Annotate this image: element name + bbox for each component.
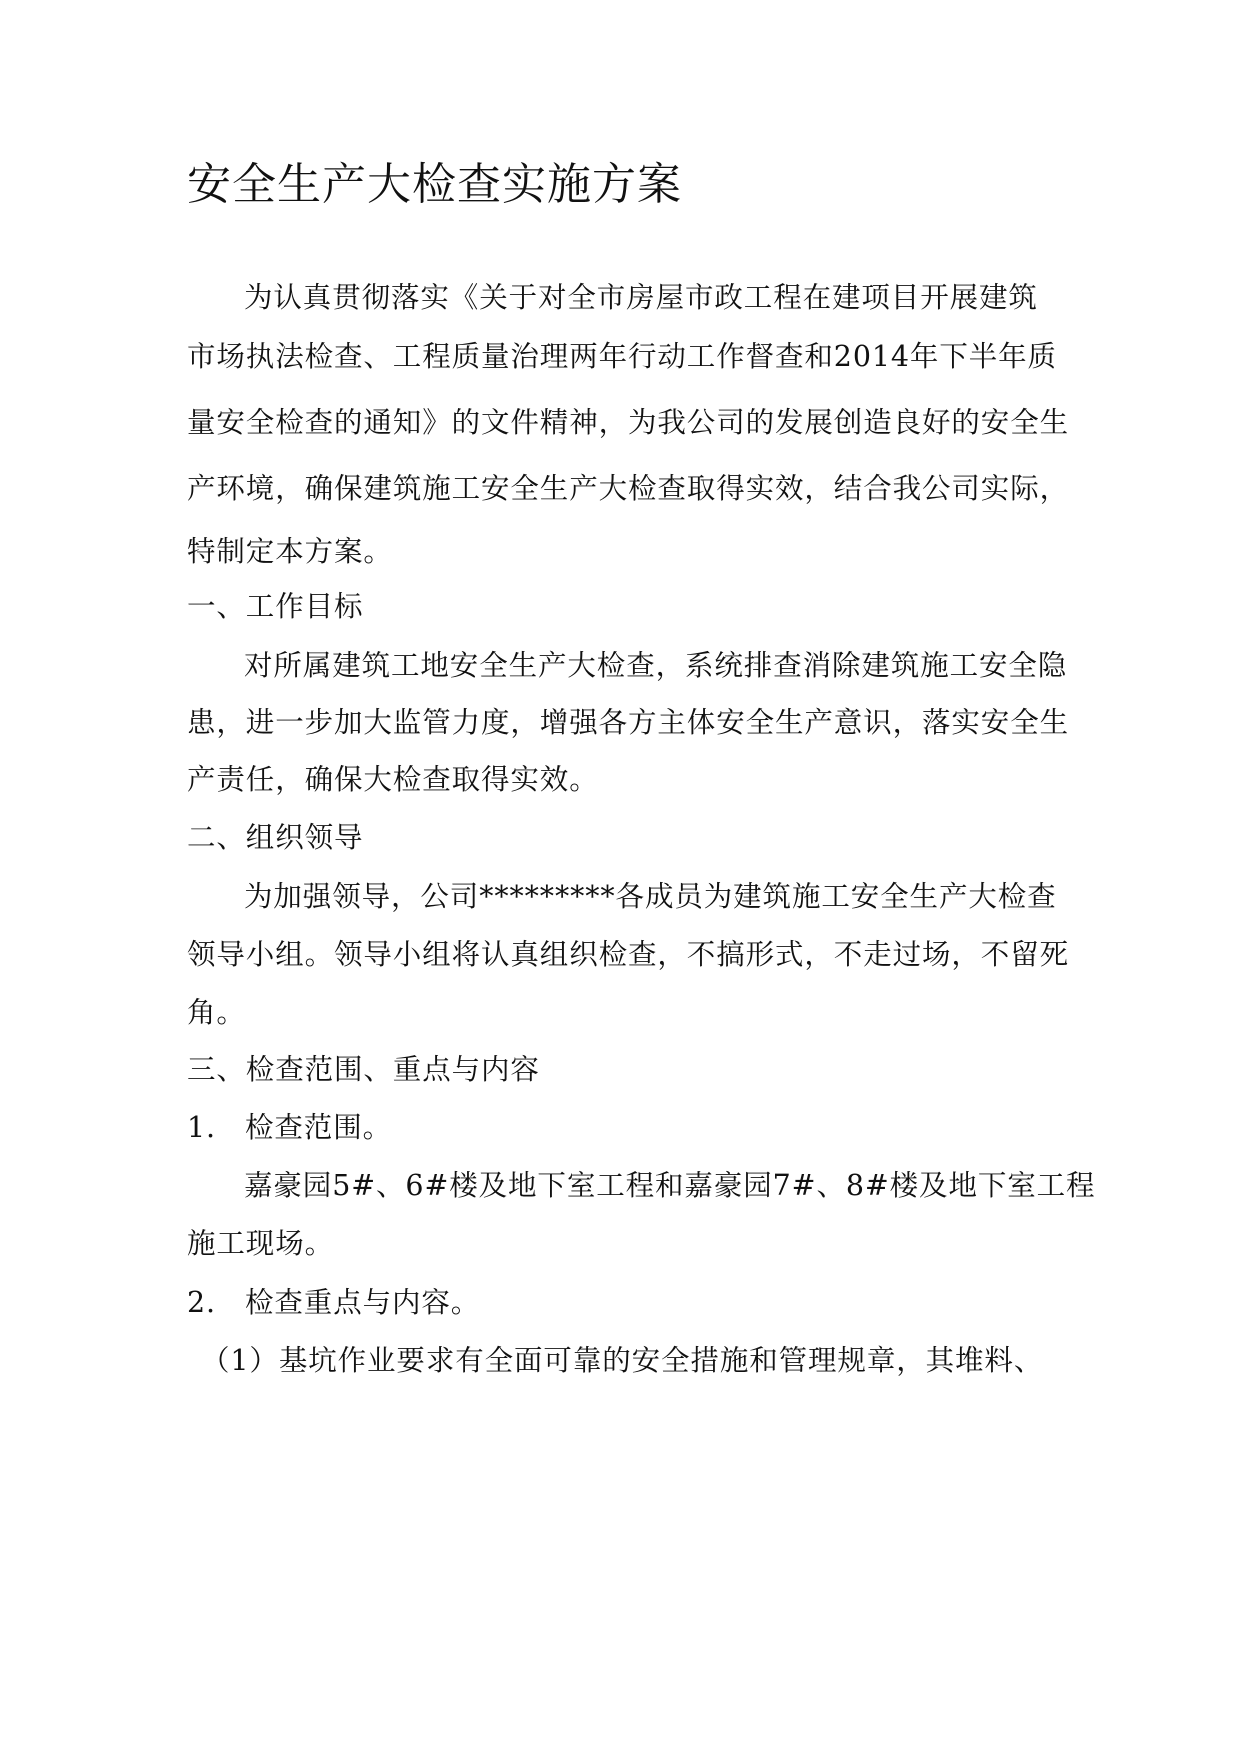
- paragraph-line: 对所属建筑工地安全生产大检查，系统排查消除建筑施工安全隐: [244, 649, 1068, 682]
- section-heading: 三、检查范围、重点与内容: [187, 1053, 540, 1086]
- paragraph-line: （1）基坑作业要求有全面可靠的安全措施和管理规章，其堆料、: [201, 1344, 1044, 1377]
- paragraph-line: 产环境，确保建筑施工安全生产大检查取得实效，结合我公司实际，: [187, 472, 1070, 505]
- section-heading: 一、工作目标: [187, 590, 364, 623]
- document-title: 安全生产大检查实施方案: [187, 159, 682, 210]
- paragraph-line: 角。: [187, 996, 246, 1029]
- paragraph-line: 产责任，确保大检查取得实效。: [187, 763, 599, 796]
- item-number: 1.: [187, 1111, 216, 1144]
- paragraph-line: 施工现场。: [187, 1227, 335, 1260]
- paragraph-line: 患，进一步加大监管力度，增强各方主体安全生产意识，落实安全生: [187, 706, 1070, 739]
- item-number: 2.: [187, 1286, 216, 1319]
- paragraph-line: 为加强领导，公司*********各成员为建筑施工安全生产大检查: [244, 880, 1057, 913]
- paragraph-line: 嘉豪园5#、6#楼及地下室工程和嘉豪园7#、8#楼及地下室工程: [244, 1169, 1096, 1202]
- paragraph-line: 市场执法检查、工程质量治理两年行动工作督查和2014年下半年质: [187, 340, 1057, 373]
- numbered-item: [187, 1283, 1067, 1323]
- paragraph-line: 量安全检查的通知》的文件精神，为我公司的发展创造良好的安全生: [187, 406, 1070, 439]
- paragraph-line: 领导小组。领导小组将认真组织检查，不搞形式，不走过场，不留死: [187, 938, 1070, 971]
- item-text: 检查重点与内容。: [245, 1286, 481, 1319]
- paragraph-line: 为认真贯彻落实《关于对全市房屋市政工程在建项目开展建筑: [244, 281, 1038, 314]
- paragraph-line: 特制定本方案。: [187, 535, 393, 568]
- item-text: 检查范围。: [245, 1111, 393, 1144]
- section-heading: 二、组织领导: [187, 821, 364, 854]
- numbered-item: [187, 1108, 1067, 1148]
